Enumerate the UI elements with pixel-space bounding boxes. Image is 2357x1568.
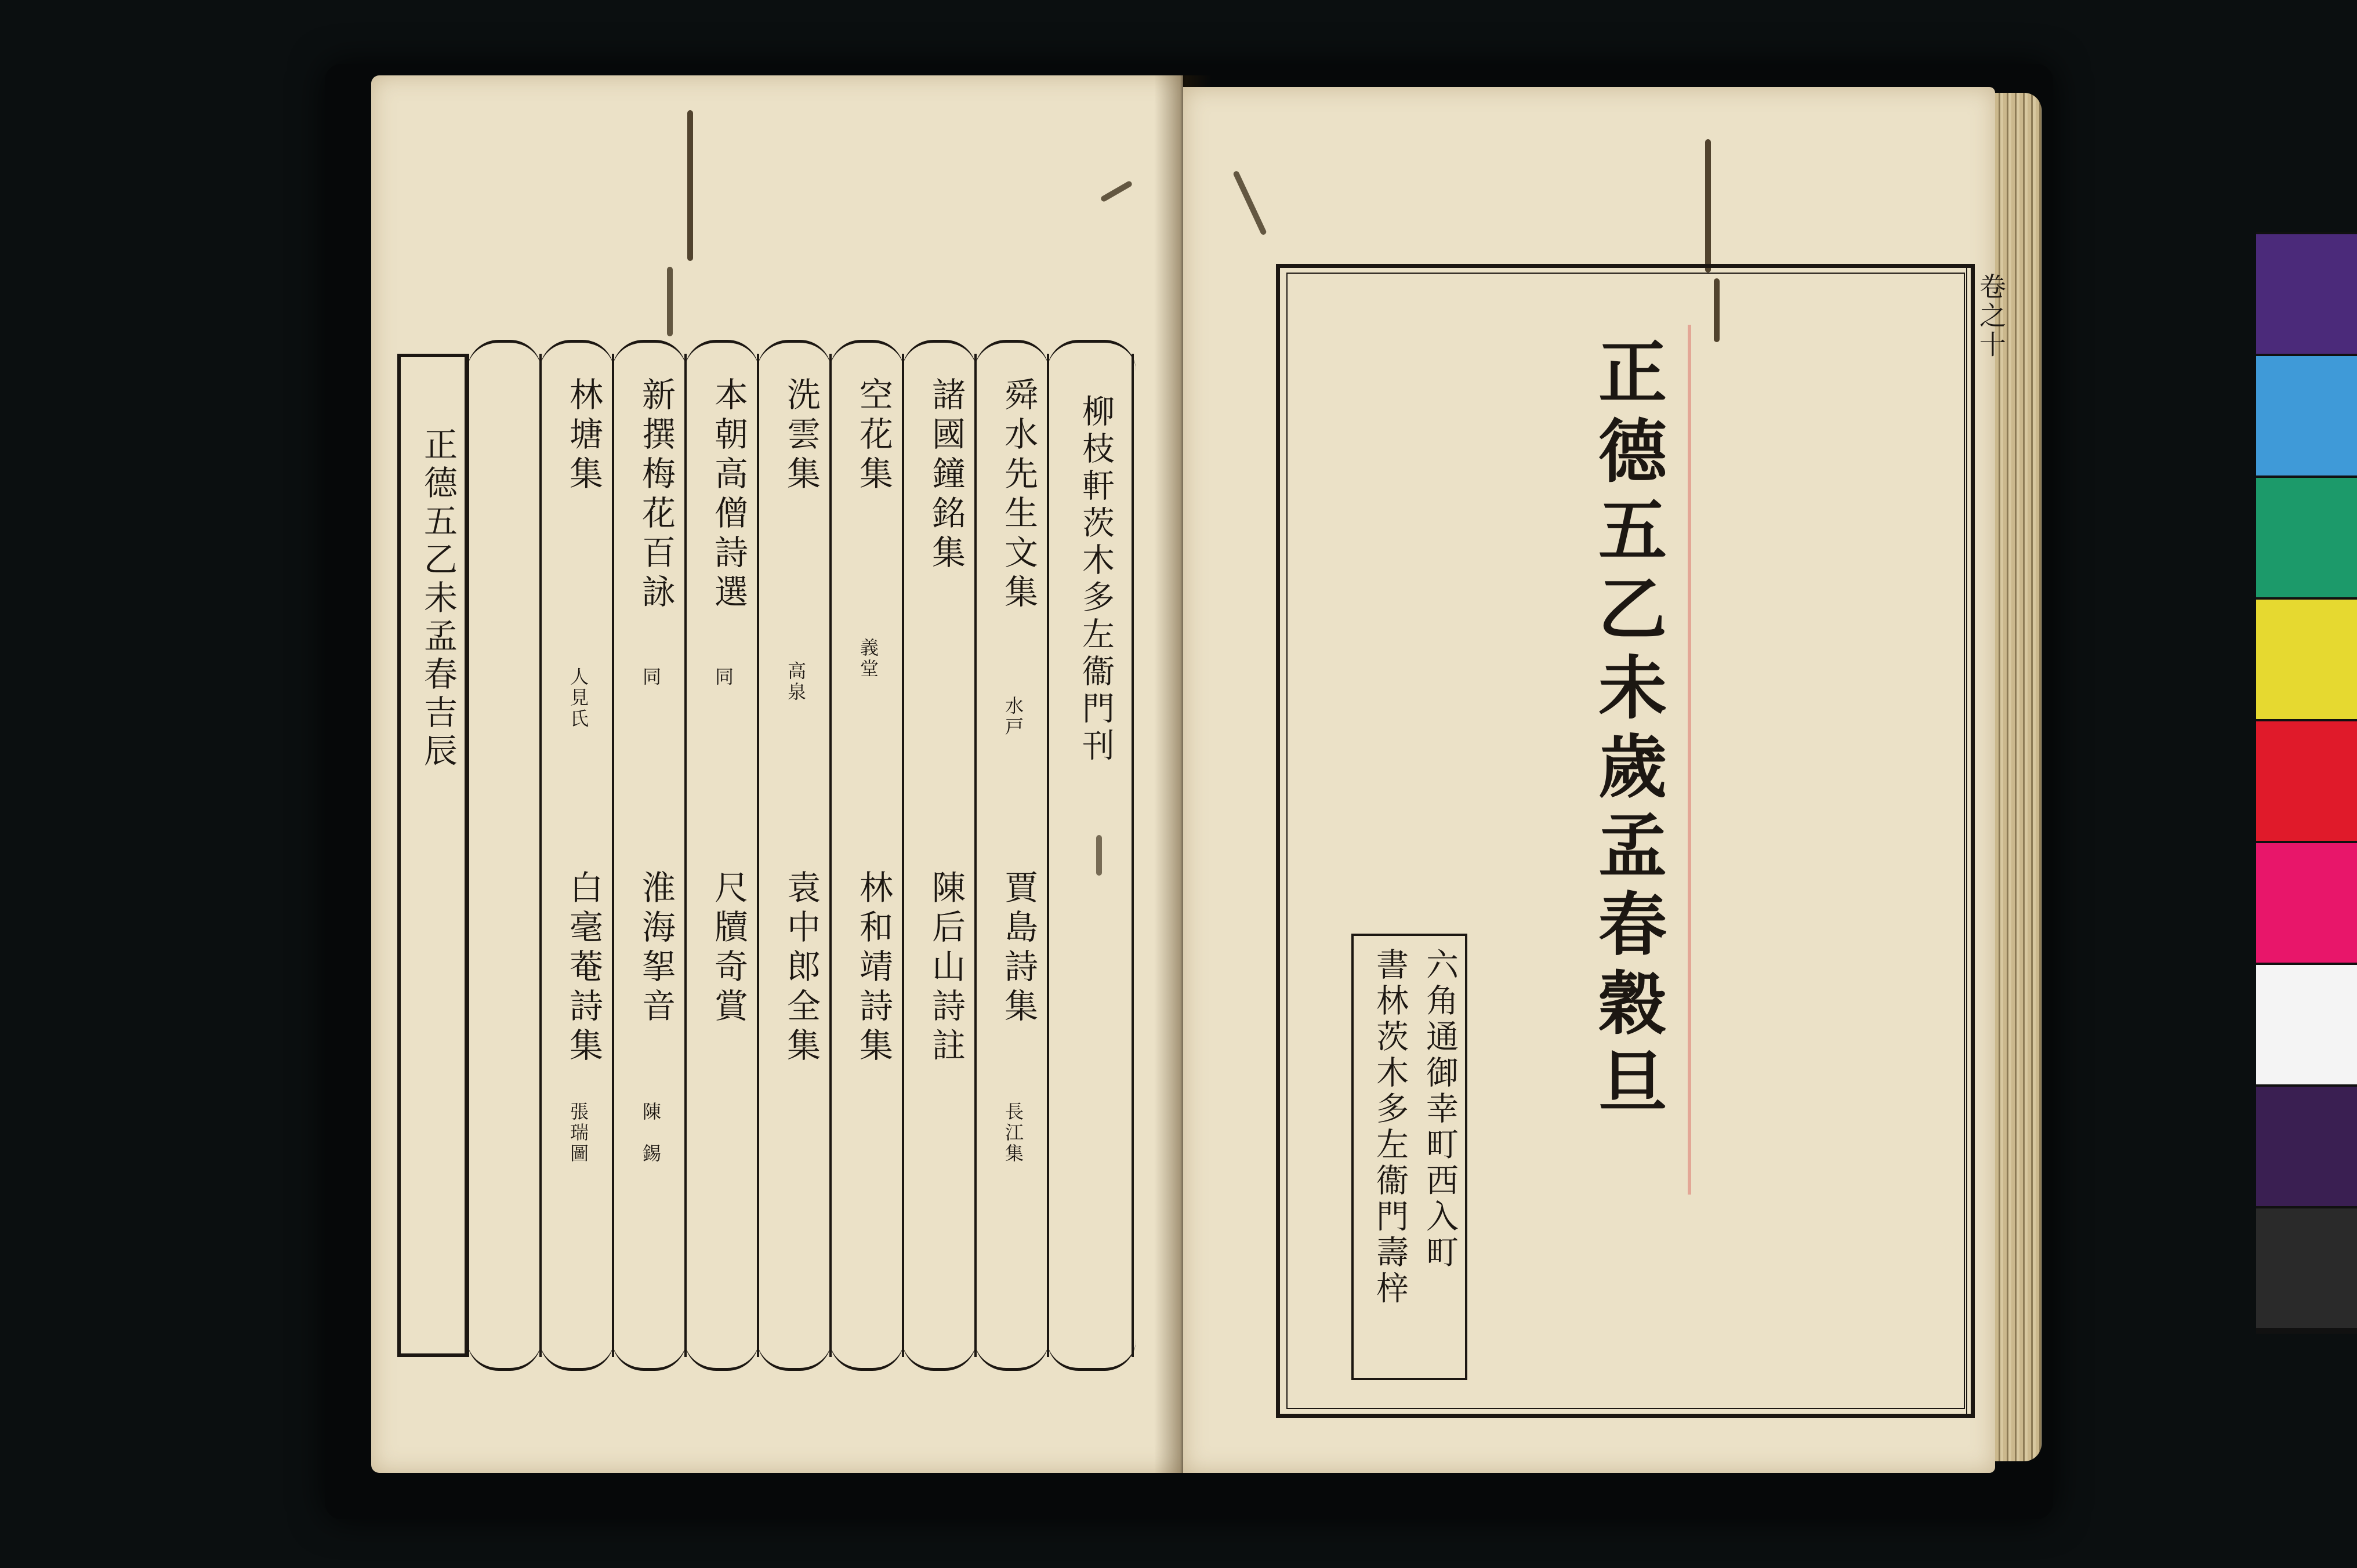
book-author-2: 陳 錫 [640, 1102, 662, 1164]
colophon-margin-rule [1966, 264, 1967, 1418]
book-title: 洗雲集 [781, 377, 821, 495]
book-title-2: 袁中郎全集 [781, 870, 821, 1067]
catalog-frame [397, 354, 1134, 1357]
book-title-2: 尺牘奇賞 [709, 870, 748, 1028]
red-guide-line [1688, 325, 1691, 1195]
book-title-2: 賈島詩集 [999, 870, 1038, 1028]
book-author-2: 長江集 [1002, 1102, 1024, 1164]
color-patch [2256, 234, 2357, 354]
worm-damage-mark [1705, 139, 1711, 273]
book-title: 新撰梅花百詠 [636, 377, 676, 614]
book-title-2: 陳后山詩註 [926, 870, 966, 1067]
book-author: 水戸 [1002, 696, 1024, 738]
color-patch [2256, 478, 2357, 597]
book-title-2: 林和靖詩集 [854, 870, 893, 1067]
book-author: 同 [640, 667, 662, 688]
publisher-box [1351, 934, 1467, 1380]
catalog-column-2 [829, 354, 902, 1357]
catalog-column-0 [974, 354, 1047, 1357]
book-title-2: 淮海挐音 [636, 870, 676, 1028]
color-patch [2256, 1087, 2357, 1206]
catalog-column-3 [757, 354, 829, 1357]
worm-damage-mark [687, 110, 693, 261]
book-title-2: 白毫菴詩集 [564, 870, 603, 1067]
worm-damage-mark [667, 267, 673, 336]
color-patch [2256, 721, 2357, 841]
color-patch [2256, 1208, 2357, 1328]
book-title: 空花集 [854, 377, 893, 495]
catalog-column-4 [684, 354, 757, 1357]
publication-date: 正德五乙未歲孟春穀旦 [1587, 336, 1667, 1125]
catalog-column-7 [467, 354, 539, 1357]
book-title: 本朝高僧詩選 [709, 377, 748, 614]
side-date-text: 正德五乙未孟春吉辰 [418, 427, 458, 771]
book-author: 義堂 [857, 638, 879, 680]
side-date-cell [397, 354, 467, 1357]
color-patch [2256, 843, 2357, 963]
book-author: 高泉 [785, 661, 807, 703]
catalog-header-column [1047, 354, 1134, 1357]
publisher-name: 書林茨木多左衞門壽梓 [1371, 948, 1409, 1307]
publisher-header: 柳枝軒茨木多左衞門刊 [1077, 394, 1115, 765]
catalog-column-6 [539, 354, 612, 1357]
color-patch [2256, 356, 2357, 476]
book-author: 人見氏 [567, 667, 589, 729]
publisher-address: 六角通御幸町西入町 [1421, 948, 1459, 1271]
book-title: 諸國鐘銘集 [926, 377, 966, 574]
color-patch [2256, 965, 2357, 1084]
catalog-column-5 [612, 354, 684, 1357]
volume-label: 卷之十 [1975, 273, 2007, 360]
book-author: 同 [712, 667, 734, 688]
color-patch [2256, 600, 2357, 719]
book-author-2: 張瑞圖 [567, 1102, 589, 1164]
catalog-column-1 [902, 354, 974, 1357]
book-title: 舜水先生文集 [999, 377, 1038, 614]
book-title: 林塘集 [564, 377, 603, 495]
color-calibration-chart [2256, 232, 2357, 1334]
